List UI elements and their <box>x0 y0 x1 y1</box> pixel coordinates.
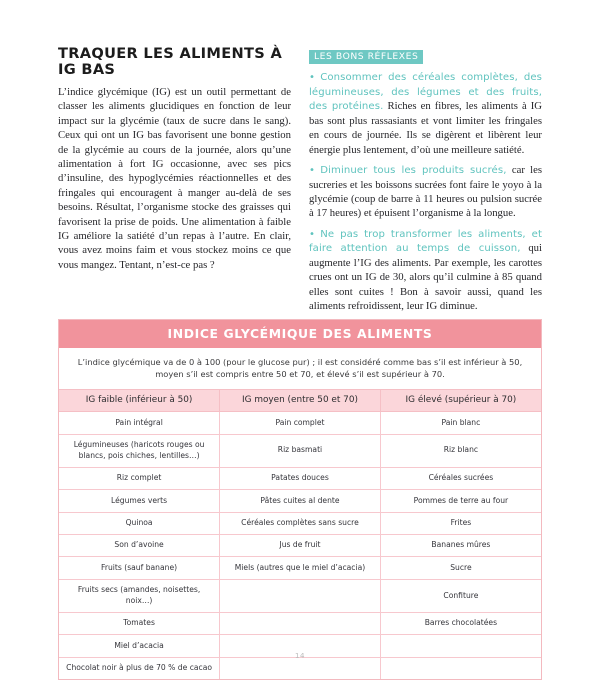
table-cell-high: Frites <box>380 512 541 534</box>
table-cell-low: Quinoa <box>59 512 220 534</box>
table-cell-high: Riz blanc <box>380 434 541 467</box>
tip-lead: Diminuer tous les produits sucrés, <box>320 165 507 177</box>
table-cell-high <box>380 657 541 679</box>
table-cell-medium: Jus de fruit <box>220 534 381 556</box>
table-column-header-low: IG faible (inférieur à 50) <box>59 389 220 412</box>
glycemic-index-table-block <box>58 319 542 680</box>
table-cell-high: Confiture <box>380 579 541 612</box>
table-cell-low: Son d’avoine <box>59 534 220 556</box>
bullet-icon: • <box>309 228 315 240</box>
table-row <box>59 512 541 534</box>
table-cell-low: Riz complet <box>59 467 220 489</box>
tip-item <box>309 163 542 221</box>
page-number: 14 <box>295 652 305 660</box>
table-column-header-medium: IG moyen (entre 50 et 70) <box>220 389 381 412</box>
table-row <box>59 579 541 612</box>
tip-item <box>309 227 542 314</box>
table-cell-medium <box>220 579 381 612</box>
table-cell-medium <box>220 612 381 634</box>
table-row <box>59 534 541 556</box>
table-row <box>59 434 541 467</box>
table-row <box>59 557 541 579</box>
table-cell-medium: Miels (autres que le miel d’acacia) <box>220 557 381 579</box>
table-cell-low: Miel d’acacia <box>59 635 220 657</box>
status-badge: LES BONS RÉFLEXES <box>309 50 423 65</box>
right-column <box>309 46 542 313</box>
bullet-icon: • <box>309 72 315 84</box>
table-cell-low: Pain intégral <box>59 412 220 434</box>
table-cell-low: Fruits (sauf banane) <box>59 557 220 579</box>
table-title: INDICE GLYCÉMIQUE DES ALIMENTS <box>59 320 541 348</box>
table-cell-high: Bananes mûres <box>380 534 541 556</box>
table-cell-high: Sucre <box>380 557 541 579</box>
table-cell-low: Légumes verts <box>59 490 220 512</box>
table-row <box>59 657 541 679</box>
article-columns <box>58 46 542 313</box>
table-cell-medium <box>220 657 381 679</box>
tip-body: car les sucreries et les boissons sucrées font faire le yoyo à la glycémie (coup de barre à 11 heures ou pulsion sucrée à 17 heures) et épuisent l’organisme à la longue. <box>309 164 543 220</box>
tip-item <box>309 70 542 157</box>
left-column <box>58 46 291 313</box>
tip-body: Riches en fibres, les aliments à IG bas sont plus rassasiants et vont limiter les fringales en cours de journée. Ils se digèrent et libèrent leur énergie plus lentement, d’où une meilleure satiété. <box>309 100 543 156</box>
table-cell-medium: Riz basmati <box>220 434 381 467</box>
table-row <box>59 412 541 434</box>
table-cell-low: Fruits secs (amandes, noisettes, noix…) <box>59 579 220 612</box>
table-cell-high: Céréales sucrées <box>380 467 541 489</box>
table-cell-low: Légumineuses (haricots rouges ou blancs, pois chiches, lentilles…) <box>59 434 220 467</box>
table-cell-medium: Céréales complètes sans sucre <box>220 512 381 534</box>
glycemic-index-table <box>59 389 541 680</box>
bullet-icon: • <box>309 165 315 177</box>
table-row <box>59 490 541 512</box>
table-subtitle: L’indice glycémique va de 0 à 100 (pour le glucose pur) ; il est considéré comme bas s’il est inférieur à 50, moyen s’il est compris entre 50 et 70, et élevé s’il est supérieur à 70. <box>59 348 541 389</box>
table-row <box>59 467 541 489</box>
table-header-row <box>59 389 541 412</box>
table-cell-high: Barres chocolatées <box>380 612 541 634</box>
tip-body: qui augmente l’IG des aliments. Par exemple, les carottes crues ont un IG de 30, alors qu’il culmine à 85 quand elles sont cuites ! Bon à savoir aussi, quand les aliments refroidissent, leur IG diminue. <box>309 242 542 313</box>
tip-lead: Consommer des céréales complètes, des légumineuses, des légumes et des fruits, des protéines. <box>309 72 542 113</box>
table-cell-medium: Patates douces <box>220 467 381 489</box>
table-row <box>59 612 541 634</box>
table-cell-low: Chocolat noir à plus de 70 % de cacao <box>59 657 220 679</box>
table-cell-medium: Pâtes cuites al dente <box>220 490 381 512</box>
table-cell-medium: Pain complet <box>220 412 381 434</box>
table-cell-high: Pain blanc <box>380 412 541 434</box>
table-cell-low: Tomates <box>59 612 220 634</box>
tip-lead: Ne pas trop transformer les aliments, et faire attention au temps de cuisson, <box>309 228 543 255</box>
article-paragraph: L’indice glycémique (IG) est un outil permettant de classer les aliments glucidiques en fonction de leur impact sur la glycémie (taux de sucre dans le sang). Ceux qui ont un IG bas favorisent une bonne gestion de la glycémie au cours de la journée, alors qu’une alimentation à fort IG occasionne, avec ses pics d’insuline, des hypoglycémies réactionnelles et des fringales qui encouragent à manger au-delà de ses besoins. Résultat, l’organisme stocke des graisses qui favorisent la prise de poids. Une alimentation à faible IG améliore la satiété d’un repas à l’autre. En clair, vous avez moins faim et vous stockez moins ce que vous mangez. Tentant, n’est-ce pas ? <box>58 86 291 271</box>
table-column-header-high: IG élevé (supérieur à 70) <box>380 389 541 412</box>
page-title: TRAQUER LES ALIMENTS À IG BAS <box>58 45 283 79</box>
table-body <box>59 412 541 680</box>
table-cell-high: Pommes de terre au four <box>380 490 541 512</box>
